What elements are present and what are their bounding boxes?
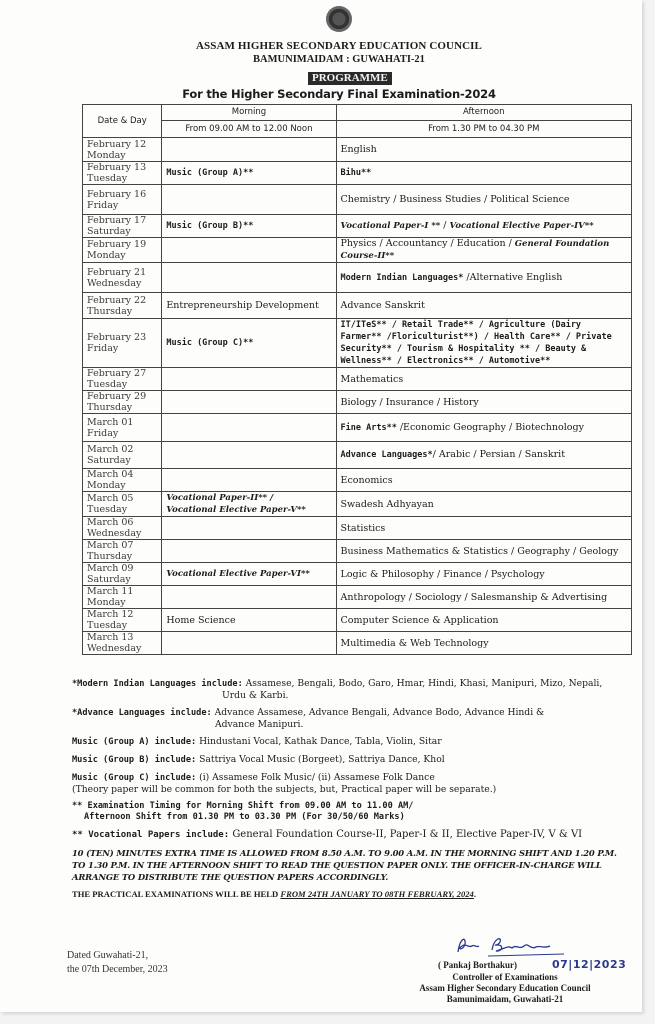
table-row [83,368,632,391]
morning-subject-text: Vocational Elective Paper-VI** [166,569,310,579]
afternoon-subject-cell [336,517,631,540]
signature-image [452,930,572,960]
afternoon-subject-text: / Arabic / Persian / Sanskrit [432,449,566,460]
date-day-cell [83,492,162,517]
date-day-cell [83,540,162,563]
exam-day: Wednesday [87,277,142,289]
morning-subject-cell [162,263,336,293]
afternoon-subject-cell [336,263,631,293]
morning-subject-text: Vocational Paper-II** / [166,493,274,503]
exam-date: March 13 [87,632,134,643]
date-day-cell [83,185,162,215]
morning-subject-cell [162,391,336,414]
table-row [83,609,632,632]
morning-subject-text: Entrepreneurship Development [166,300,319,311]
table-row [83,469,632,492]
date-day-cell [83,609,162,632]
notes-section [72,678,632,906]
afternoon-subject-cell [336,586,631,609]
note-vocational-papers: ** Vocational Papers include: General Foundation Course-II, Paper-I & II, Elective Paper-IV, V & VI [72,829,583,840]
note-modern-indian-languages: *Modern Indian Languages include: Assamese, Bengali, Bodo, Garo, Hmar, Hindi, Khasi, Manipuri, Mizo, Nepali, Urdu & Karbi. [72,678,603,701]
exam-day: Thursday [87,551,133,562]
morning-subject-cell [162,293,336,319]
morning-subject-text: Music (Group C)** [166,338,254,348]
handwritten-date: 07|12|2023 [552,958,627,971]
morning-subject-cell [162,586,336,609]
date-day-cell [83,215,162,238]
afternoon-subject-text: / [440,220,450,231]
note-extra-time: 10 (TEN) MINUTES EXTRA TIME IS ALLOWED FROM 8.50 A.M. TO 9.00 A.M. IN THE MORNING SHIFT AND 1.20 P.M. TO 1.30 P.M. IN THE AFTERNOON SHIFT TO READ THE QUESTION PAPER ONLY. THE OFFICER-IN-CHARGE WILL ARRANGE TO DISTRIBUTE THE QUESTION PAPERS ACCORDINGLY. [72,848,617,882]
morning-subject-cell [162,492,336,517]
afternoon-subject-cell [336,632,631,655]
note-music-group-b: Music (Group B) include: Sattriya Vocal Music (Borgeet), Sattriya Dance, Khol [72,754,445,765]
afternoon-subject-cell [336,368,631,391]
afternoon-subject-text: Swadesh Adhyayan [340,498,434,510]
exam-day: Friday [87,427,119,439]
morning-subject-text: Home Science [166,614,236,626]
afternoon-subject-cell [336,319,631,368]
afternoon-subject-text: Multimedia & Web Technology [340,637,489,649]
morning-subject-text: Music (Group A)** [166,168,254,178]
exam-day: Saturday [87,574,131,585]
header-date-day: Date & Day [83,105,162,138]
exam-day: Tuesday [87,504,128,515]
exam-day: Wednesday [87,528,142,539]
table-row [83,442,632,469]
date-day-cell [83,263,162,293]
date-day-cell [83,442,162,469]
dated-block: Dated Guwahati-21, the 07th December, 2023 [67,950,168,975]
afternoon-subject-cell [336,238,631,263]
morning-subject-cell [162,185,336,215]
afternoon-subject-text: Vocational Elective Paper-IV** [449,221,594,231]
exam-day: Tuesday [87,379,128,390]
note-practical-exams: THE PRACTICAL EXAMINATIONS WILL BE HELD FROM 24TH JANUARY TO 08TH FEBRUARY, 2024. [72,889,477,899]
morning-subject-cell [162,442,336,469]
exam-date: March 04 [87,469,134,480]
afternoon-subject-text: Statistics [340,522,386,534]
exam-day: Saturday [87,455,131,466]
afternoon-subject-cell [336,442,631,469]
afternoon-subject-cell [336,492,631,517]
exam-day: Thursday [87,402,133,413]
exam-day: Monday [87,149,126,161]
table-row [83,138,632,162]
afternoon-subject-text: Advance Sanskrit [340,300,425,311]
exam-date: March 06 [87,517,134,528]
exam-schedule-table [82,104,632,655]
morning-subject-cell [162,162,336,185]
exam-day: Monday [87,480,126,491]
afternoon-subject-text: Anthropology / Sociology / Salesmanship & Advertising [340,591,608,603]
morning-subject-cell [162,563,336,586]
morning-subject-text: Music (Group B)** [166,221,254,231]
table-row [83,586,632,609]
table-row [83,391,632,414]
exam-day: Friday [87,343,119,354]
document-title: For the Higher Secondary Final Examination-2024 [182,87,496,101]
morning-subject-cell [162,540,336,563]
date-day-cell [83,632,162,655]
signatory-name: ( Pankaj Borthakur) [438,960,518,970]
exam-date: February 23 [87,332,147,343]
afternoon-subject-text: /Alternative English [463,271,563,283]
exam-day: Saturday [87,226,131,237]
table-row [83,293,632,319]
date-day-cell [83,293,162,319]
afternoon-subject-cell [336,469,631,492]
table-row [83,263,632,293]
afternoon-subject-cell [336,414,631,442]
note-music-group-c: Music (Group C) include: (i) Assamese Folk Music/ (ii) Assamese Folk Dance (Theory paper will be common for both the subjects, but, Practical paper will be separate.) [72,772,497,795]
table-row [83,517,632,540]
exam-date: March 01 [87,416,134,428]
afternoon-subject-cell [336,609,631,632]
afternoon-subject-text: Economics [340,474,393,486]
date-day-cell [83,319,162,368]
date-day-cell [83,469,162,492]
header-afternoon: Afternoon [336,105,631,121]
exam-day: Tuesday [87,173,128,184]
date-day-cell [83,238,162,263]
note-exam-timing: ** Examination Timing for Morning Shift from 09.00 AM to 11.00 AM/ Afternoon Shift from 01.30 PM to 03.30 PM (For 30/50/60 Marks) [72,801,414,822]
exam-date: March 09 [87,563,134,574]
exam-day: Friday [87,199,119,211]
council-address: BAMUNIMAIDAM : GUWAHATI-21 [253,54,425,65]
table-row [83,492,632,517]
exam-date: February 13 [87,162,147,173]
date-day-cell [83,517,162,540]
note-music-group-a: Music (Group A) include: Hindustani Vocal, Kathak Dance, Tabla, Violin, Sitar [72,736,442,747]
morning-subject-text: Vocational Elective Paper-V** [166,505,306,515]
exam-date: February 21 [87,266,147,278]
morning-subject-cell [162,368,336,391]
morning-subject-cell [162,138,336,162]
afternoon-subject-cell [336,138,631,162]
date-day-cell [83,563,162,586]
exam-date: March 02 [87,444,134,455]
afternoon-subject-cell [336,293,631,319]
afternoon-subject-text: Biology / Insurance / History [340,396,479,408]
date-day-cell [83,414,162,442]
afternoon-subject-text: Logic & Philosophy / Finance / Psychology [340,568,545,580]
exam-day: Thursday [87,305,133,317]
morning-subject-cell [162,469,336,492]
table-row [83,414,632,442]
afternoon-subject-cell [336,391,631,414]
exam-day: Monday [87,250,126,261]
exam-date: March 05 [87,493,134,504]
afternoon-subject-text: Fine Arts** [340,422,397,433]
exam-date: February 12 [87,138,147,150]
exam-date: March 12 [87,609,134,620]
date-day-cell [83,368,162,391]
header-morning: Morning [162,105,336,121]
exam-date: February 22 [87,294,147,306]
table-row [83,563,632,586]
afternoon-subject-cell [336,563,631,586]
afternoon-subject-text: Vocational Paper-I ** [340,221,441,231]
afternoon-subject-text: Physics / Accountancy / Education / [340,238,515,249]
morning-subject-cell [162,414,336,442]
afternoon-subject-text: Chemistry / Business Studies / Political Science [340,194,570,205]
afternoon-subject-text: Mathematics [340,373,404,385]
morning-subject-cell [162,517,336,540]
table-row [83,162,632,185]
council-emblem-icon [326,6,352,32]
exam-day: Tuesday [87,620,128,631]
exam-date: February 16 [87,188,147,200]
exam-date: February 19 [87,239,147,250]
exam-date: March 07 [87,540,134,551]
exam-date: February 29 [87,391,147,402]
exam-date: March 11 [87,586,134,597]
table-row [83,632,632,655]
afternoon-subject-text: Bihu** [340,168,372,178]
morning-subject-cell [162,215,336,238]
date-day-cell [83,138,162,162]
afternoon-subject-text: IT/ITeS** / Retail Trade** / Agriculture (Dairy Farmer** /Floriculturist**) / Health Care** / Private Security** / Tourism & Hospitality ** / Beauty & Wellness** / Electronics** / Automotive** [340,320,612,366]
exam-day: Monday [87,597,126,608]
morning-subject-cell [162,609,336,632]
table-row [83,215,632,238]
afternoon-subject-text: Computer Science & Application [340,614,499,626]
afternoon-subject-cell [336,215,631,238]
exam-date: February 17 [87,215,147,226]
header-afternoon-time: From 1.30 PM to 04.30 PM [336,121,631,138]
afternoon-subject-text: Business Mathematics & Statistics / Geography / Geology [340,545,619,557]
note-advance-languages: *Advance Languages include: Advance Assamese, Advance Bengali, Advance Bodo, Advance Hindi & Advance Manipuri. [72,707,545,730]
afternoon-subject-text: Modern Indian Languages* [340,272,464,283]
programme-label: PROGRAMME [308,72,392,85]
council-name: ASSAM HIGHER SECONDARY EDUCATION COUNCIL [196,40,482,52]
morning-subject-cell [162,319,336,368]
afternoon-subject-text: English [340,144,377,155]
afternoon-subject-cell [336,162,631,185]
header-morning-time: From 09.00 AM to 12.00 Noon [162,121,336,138]
date-day-cell [83,586,162,609]
date-day-cell [83,162,162,185]
afternoon-subject-text: /Economic Geography / Biotechnology [396,421,584,433]
afternoon-subject-text: General Foundation Course-II** [340,239,610,261]
date-day-cell [83,391,162,414]
table-row [83,319,632,368]
table-row [83,185,632,215]
signatory-designation: Controller of Examinations Assam Higher Secondary Education Council Bamunimaidam, Guwahati-21 [419,972,591,1004]
morning-subject-cell [162,632,336,655]
table-row [83,238,632,263]
afternoon-subject-cell [336,540,631,563]
exam-date: February 27 [87,368,147,379]
afternoon-subject-text: Advance Languages* [340,450,433,460]
morning-subject-cell [162,238,336,263]
table-row [83,540,632,563]
afternoon-subject-cell [336,185,631,215]
exam-day: Wednesday [87,643,142,654]
